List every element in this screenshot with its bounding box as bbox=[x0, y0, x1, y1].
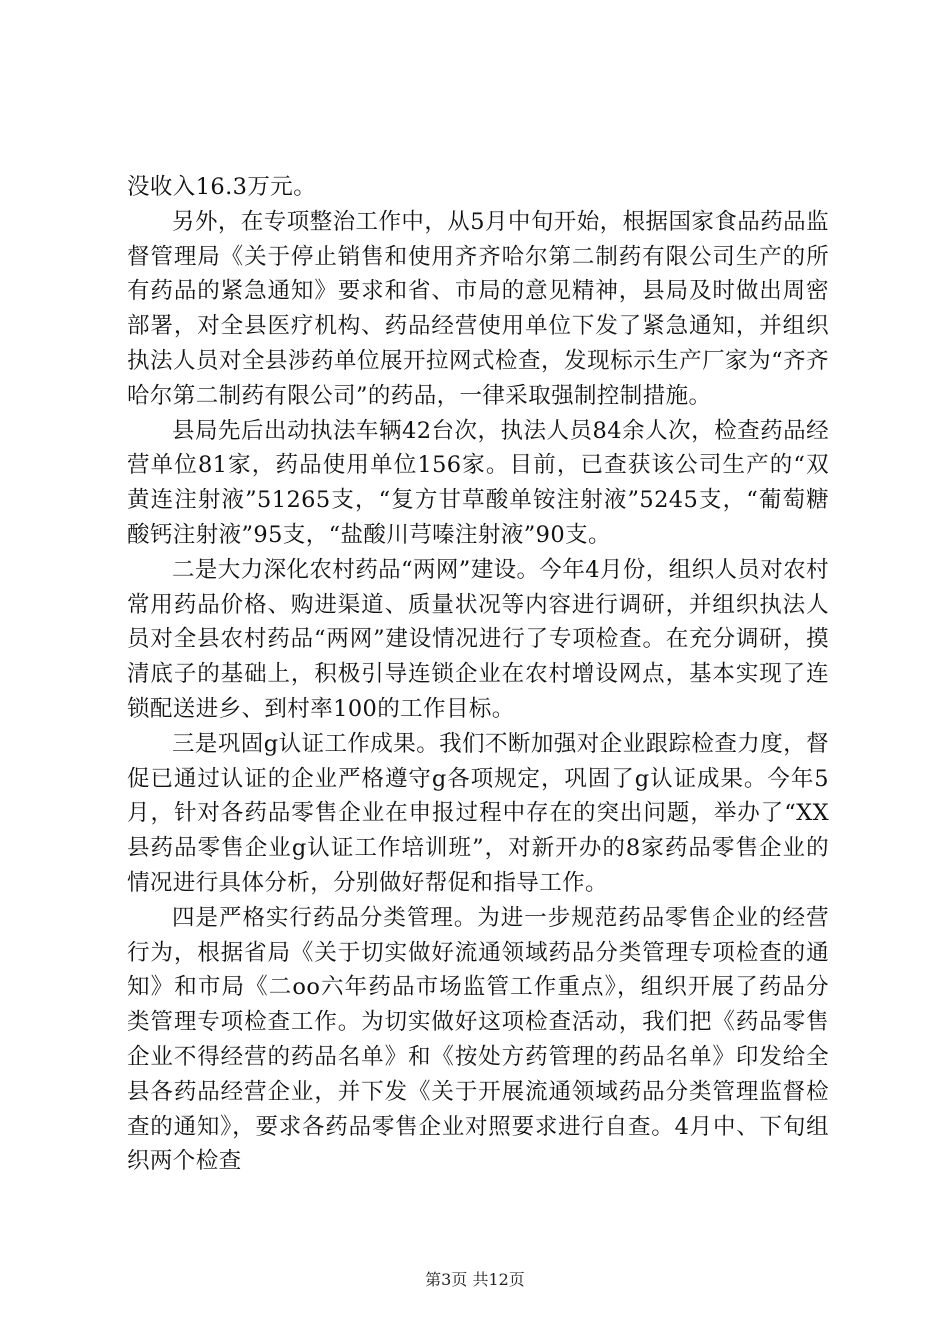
paragraph-special-rectification: 另外，在专项整治工作中，从5月中旬开始，根据国家食品药品监督管理局《关于停止销售和使用齐齐哈尔第二制药有限公司生产的所有药品的紧急通知》要求和省、市局的意见精神，县局及时做出周密部署，对全县医疗机构、药品经营使用单位下发了紧急通知，并组织执法人员对全县涉药单位展开拉网式检查，发现标示生产厂家为“齐齐哈尔第二制药有限公司”的药品，一律采取强制控制措施。 bbox=[127, 208, 829, 409]
paragraph-certification: 三是巩固g认证工作成果。我们不断加强对企业跟踪检查力度，督促已通过认证的企业严格遵守g各项规定，巩固了g认证成果。今年5月，针对各药品零售企业在申报过程中存在的突出问题，举办了“XX县药品零售企业g认证工作培训班”，对新开办的8家药品零售企业的情况进行具体分析，分别做好帮促和指导工作。 bbox=[127, 730, 829, 896]
paragraph-enforcement-results: 县局先后出动执法车辆42台次，执法人员84余人次，检查药品经营单位81家，药品使用单位156家。目前，已查获该公司生产的“双黄连注射液”51265支，“复方甘草酸单铵注射液”5245支，“葡萄糖酸钙注射液”95支，“盐酸川芎嗪注射液”90支。 bbox=[127, 417, 829, 548]
page-footer: 第3页 共12页 bbox=[425, 1270, 525, 1289]
paragraph-continuation: 没收入16.3万元。 bbox=[127, 174, 317, 200]
document-body bbox=[127, 170, 829, 1179]
paragraph-classification-management: 四是严格实行药品分类管理。为进一步规范药品零售企业的经营行为，根据省局《关于切实做好流通领域药品分类管理专项检查的通知》和市局《二oo六年药品市场监管工作重点》，组织开展了药品分类管理专项检查工作。为切实做好这项检查活动，我们把《药品零售企业不得经营的药品名单》和《按处方药管理的药品名单》印发给全县各药品经营企业，并下发《关于开展流通领域药品分类管理监督检查的通知》，要求各药品零售企业对照要求进行自查。4月中、下旬组织两个检查 bbox=[127, 904, 829, 1175]
paragraph-rural-two-networks: 二是大力深化农村药品“两网”建设。今年4月份，组织人员对农村常用药品价格、购进渠道、质量状况等内容进行调研，并组织执法人员对全县农村药品“两网”建设情况进行了专项检查。在充分调研，摸清底子的基础上，积极引导连锁企业在农村增设网点，基本实现了连锁配送进乡、到村率100的工作目标。 bbox=[127, 556, 829, 722]
